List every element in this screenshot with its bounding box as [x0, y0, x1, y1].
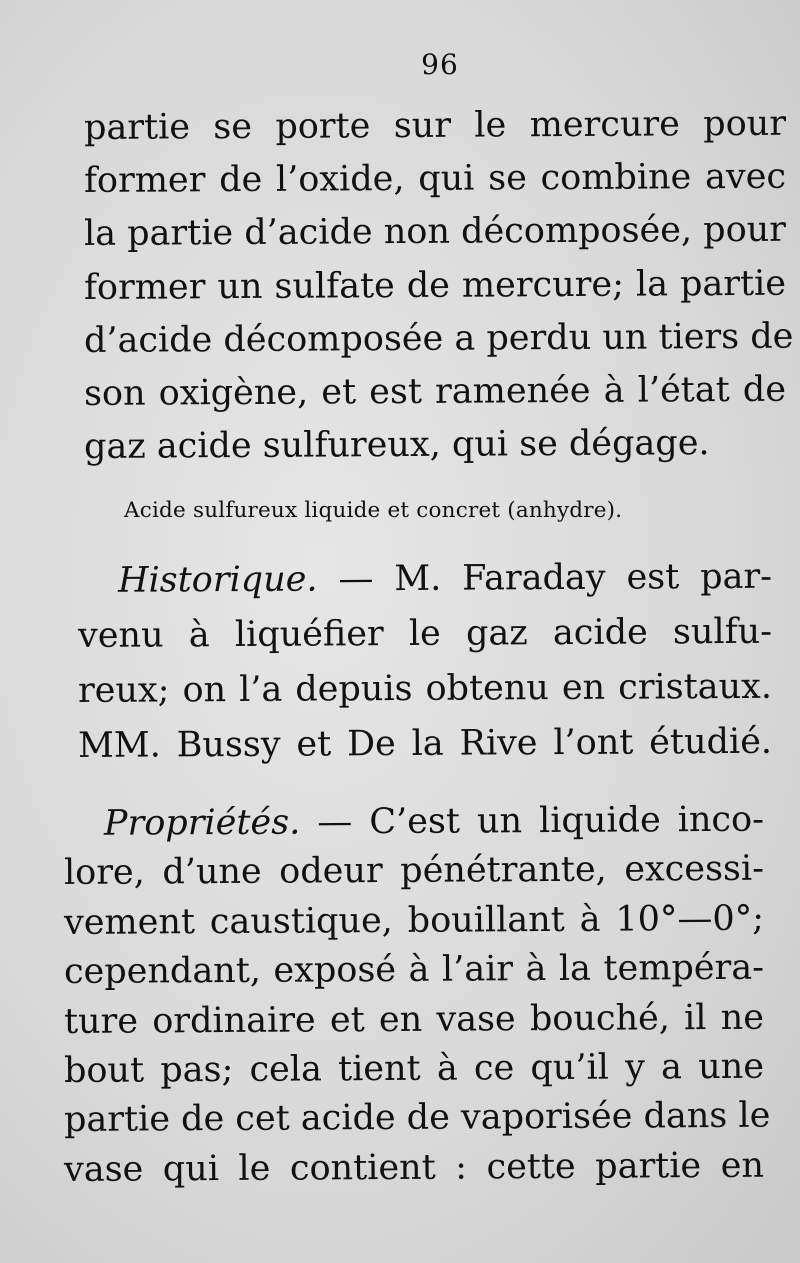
text-line: son oxigène, et est ramenée à l’état de	[83, 369, 787, 414]
text-line	[64, 796, 764, 850]
text-line: former un sulfate de mercure; la partie	[83, 263, 787, 308]
paragraph-label: Propriétés.	[103, 802, 301, 844]
paragraph-proprietes	[63, 799, 771, 1195]
text-line: cependant, exposé à l’air à la tempéra-	[63, 947, 765, 993]
paragraph-historique	[78, 554, 772, 774]
text-line: former de l’oxide, qui se combine avec	[83, 156, 787, 202]
paragraph-continuation	[83, 102, 794, 474]
text-line-rest: — M. Faraday est par-	[338, 556, 773, 600]
text-line: venu à liquéfier le gaz acide sulfu-	[77, 611, 773, 656]
section-heading: Acide sulfureux liquide et concret (anhydre).	[124, 498, 623, 523]
text-line: d’acide décomposée a perdu un tiers de	[83, 316, 794, 361]
paragraph-label: Historique.	[117, 559, 318, 601]
text-line: ture ordinaire et en vase bouché, il ne	[63, 997, 765, 1042]
text-line-rest: — C’est un liquide inco-	[317, 799, 765, 843]
text-line: reux; on l’a depuis obtenu en cristaux.	[77, 666, 773, 711]
text-line: la partie d’acide non décomposée, pour	[83, 210, 787, 255]
text-line: vase qui le contient : cette partie en	[63, 1145, 765, 1190]
text-line: gaz acide sulfureux, qui se dégage.	[83, 423, 710, 468]
text-line: MM. Bussy et De la Rive l’ont étudié.	[77, 721, 773, 766]
text-line: partie se porte sur le mercure pour	[83, 103, 787, 148]
text-line: vement caustique, bouillant à 10°—0°;	[63, 898, 765, 943]
text-line: bout pas; cela tient à ce qu’il y a une	[63, 1046, 765, 1091]
text-line: partie de cet acide de vaporisée dans le	[63, 1096, 771, 1141]
text-line: lore, d’une odeur pénétrante, excessi-	[63, 849, 765, 894]
page-number: 96	[421, 48, 459, 81]
text-line	[78, 550, 772, 609]
